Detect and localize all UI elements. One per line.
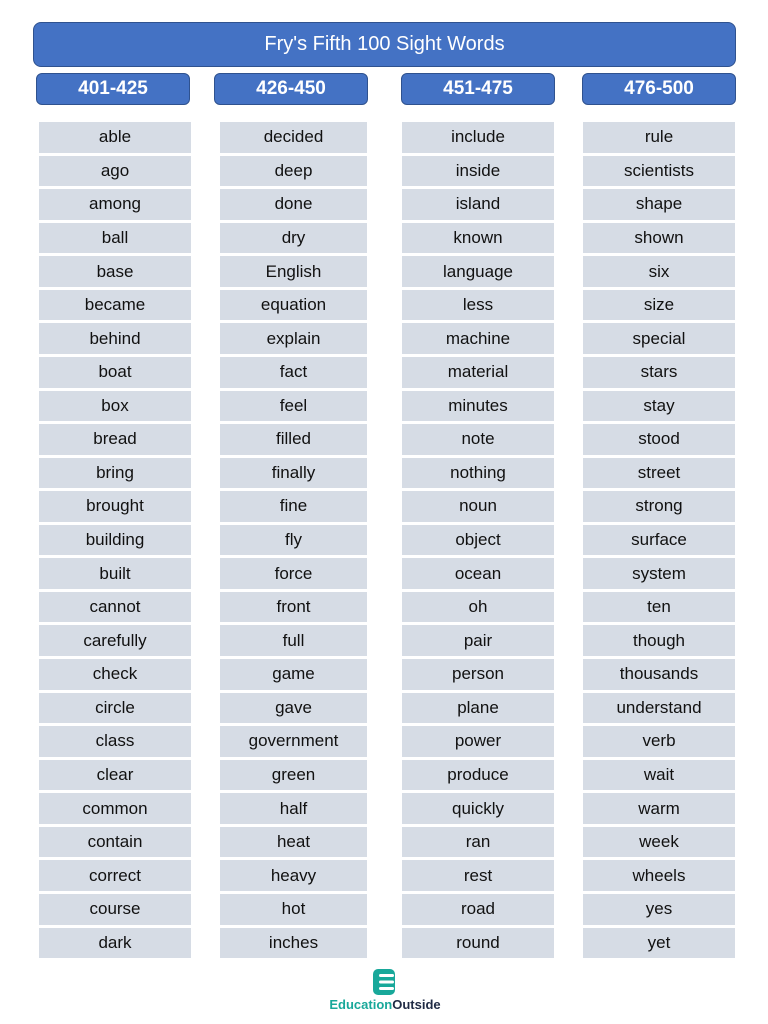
word-cell: shown (583, 223, 735, 254)
word-cell: equation (220, 290, 367, 321)
word-cell: finally (220, 458, 367, 489)
word-cell: known (402, 223, 554, 254)
word-cell: built (39, 558, 191, 589)
word-cell: fact (220, 357, 367, 388)
word-cell: front (220, 592, 367, 623)
word-cell: circle (39, 693, 191, 724)
word-cell: though (583, 625, 735, 656)
word-cell: stars (583, 357, 735, 388)
word-cell: machine (402, 323, 554, 354)
word-cell: thousands (583, 659, 735, 690)
word-cell: surface (583, 525, 735, 556)
word-cell: inside (402, 156, 554, 187)
word-cell: hot (220, 894, 367, 925)
word-cell: six (583, 256, 735, 287)
word-column-4 (583, 122, 735, 958)
word-cell: include (402, 122, 554, 153)
word-cell: carefully (39, 625, 191, 656)
column-header-4: 476-500 (582, 73, 736, 105)
word-cell: scientists (583, 156, 735, 187)
word-cell: minutes (402, 391, 554, 422)
word-cell: stood (583, 424, 735, 455)
word-cell: able (39, 122, 191, 153)
word-cell: stay (583, 391, 735, 422)
word-cell: feel (220, 391, 367, 422)
word-cell: strong (583, 491, 735, 522)
word-cell: ocean (402, 558, 554, 589)
word-cell: game (220, 659, 367, 690)
word-cell: island (402, 189, 554, 220)
word-cell: yes (583, 894, 735, 925)
word-cell: class (39, 726, 191, 757)
word-cell: power (402, 726, 554, 757)
word-cell: force (220, 558, 367, 589)
word-cell: quickly (402, 793, 554, 824)
word-cell: check (39, 659, 191, 690)
word-cell: bring (39, 458, 191, 489)
word-cell: wheels (583, 860, 735, 891)
word-cell: ball (39, 223, 191, 254)
word-cell: yet (583, 928, 735, 959)
word-cell: person (402, 659, 554, 690)
word-cell: produce (402, 760, 554, 791)
word-cell: plane (402, 693, 554, 724)
word-cell: nothing (402, 458, 554, 489)
word-cell: contain (39, 827, 191, 858)
word-cell: English (220, 256, 367, 287)
word-cell: filled (220, 424, 367, 455)
word-cell: clear (39, 760, 191, 791)
word-cell: object (402, 525, 554, 556)
word-cell: half (220, 793, 367, 824)
word-cell: less (402, 290, 554, 321)
word-cell: rule (583, 122, 735, 153)
word-cell: verb (583, 726, 735, 757)
word-cell: road (402, 894, 554, 925)
word-cell: shape (583, 189, 735, 220)
word-column-3 (402, 122, 554, 958)
column-header-2: 426-450 (214, 73, 368, 105)
word-cell: fly (220, 525, 367, 556)
word-cell: inches (220, 928, 367, 959)
word-cell: dark (39, 928, 191, 959)
word-cell: noun (402, 491, 554, 522)
word-cell: gave (220, 693, 367, 724)
page-title: Fry's Fifth 100 Sight Words (33, 22, 736, 67)
word-cell: rest (402, 860, 554, 891)
word-cell: box (39, 391, 191, 422)
word-cell: full (220, 625, 367, 656)
stacked-e-icon (370, 968, 398, 996)
word-cell: decided (220, 122, 367, 153)
word-cell: warm (583, 793, 735, 824)
word-cell: size (583, 290, 735, 321)
word-cell: deep (220, 156, 367, 187)
logo-text-education: Education (329, 997, 393, 1012)
word-column-1 (39, 122, 191, 958)
word-cell: among (39, 189, 191, 220)
word-cell: boat (39, 357, 191, 388)
word-cell: system (583, 558, 735, 589)
word-cell: special (583, 323, 735, 354)
word-cell: heat (220, 827, 367, 858)
word-cell: oh (402, 592, 554, 623)
word-column-2 (220, 122, 367, 958)
word-cell: pair (402, 625, 554, 656)
word-cell: ago (39, 156, 191, 187)
word-cell: dry (220, 223, 367, 254)
word-cell: bread (39, 424, 191, 455)
word-cell: green (220, 760, 367, 791)
logo-wordmark (322, 997, 448, 1012)
word-cell: material (402, 357, 554, 388)
word-cell: explain (220, 323, 367, 354)
column-header-3: 451-475 (401, 73, 555, 105)
word-cell: building (39, 525, 191, 556)
word-cell: cannot (39, 592, 191, 623)
word-cell: understand (583, 693, 735, 724)
word-cell: ten (583, 592, 735, 623)
word-cell: ran (402, 827, 554, 858)
word-cell: heavy (220, 860, 367, 891)
word-cell: base (39, 256, 191, 287)
word-cell: behind (39, 323, 191, 354)
word-cell: common (39, 793, 191, 824)
word-cell: street (583, 458, 735, 489)
word-cell: wait (583, 760, 735, 791)
word-cell: fine (220, 491, 367, 522)
word-cell: note (402, 424, 554, 455)
word-cell: week (583, 827, 735, 858)
word-cell: government (220, 726, 367, 757)
word-cell: language (402, 256, 554, 287)
column-header-1: 401-425 (36, 73, 190, 105)
word-cell: became (39, 290, 191, 321)
word-cell: done (220, 189, 367, 220)
word-cell: round (402, 928, 554, 959)
logo-text-outside: Outside (392, 997, 441, 1012)
word-cell: correct (39, 860, 191, 891)
word-cell: course (39, 894, 191, 925)
education-outside-logo (322, 966, 448, 1014)
word-cell: brought (39, 491, 191, 522)
